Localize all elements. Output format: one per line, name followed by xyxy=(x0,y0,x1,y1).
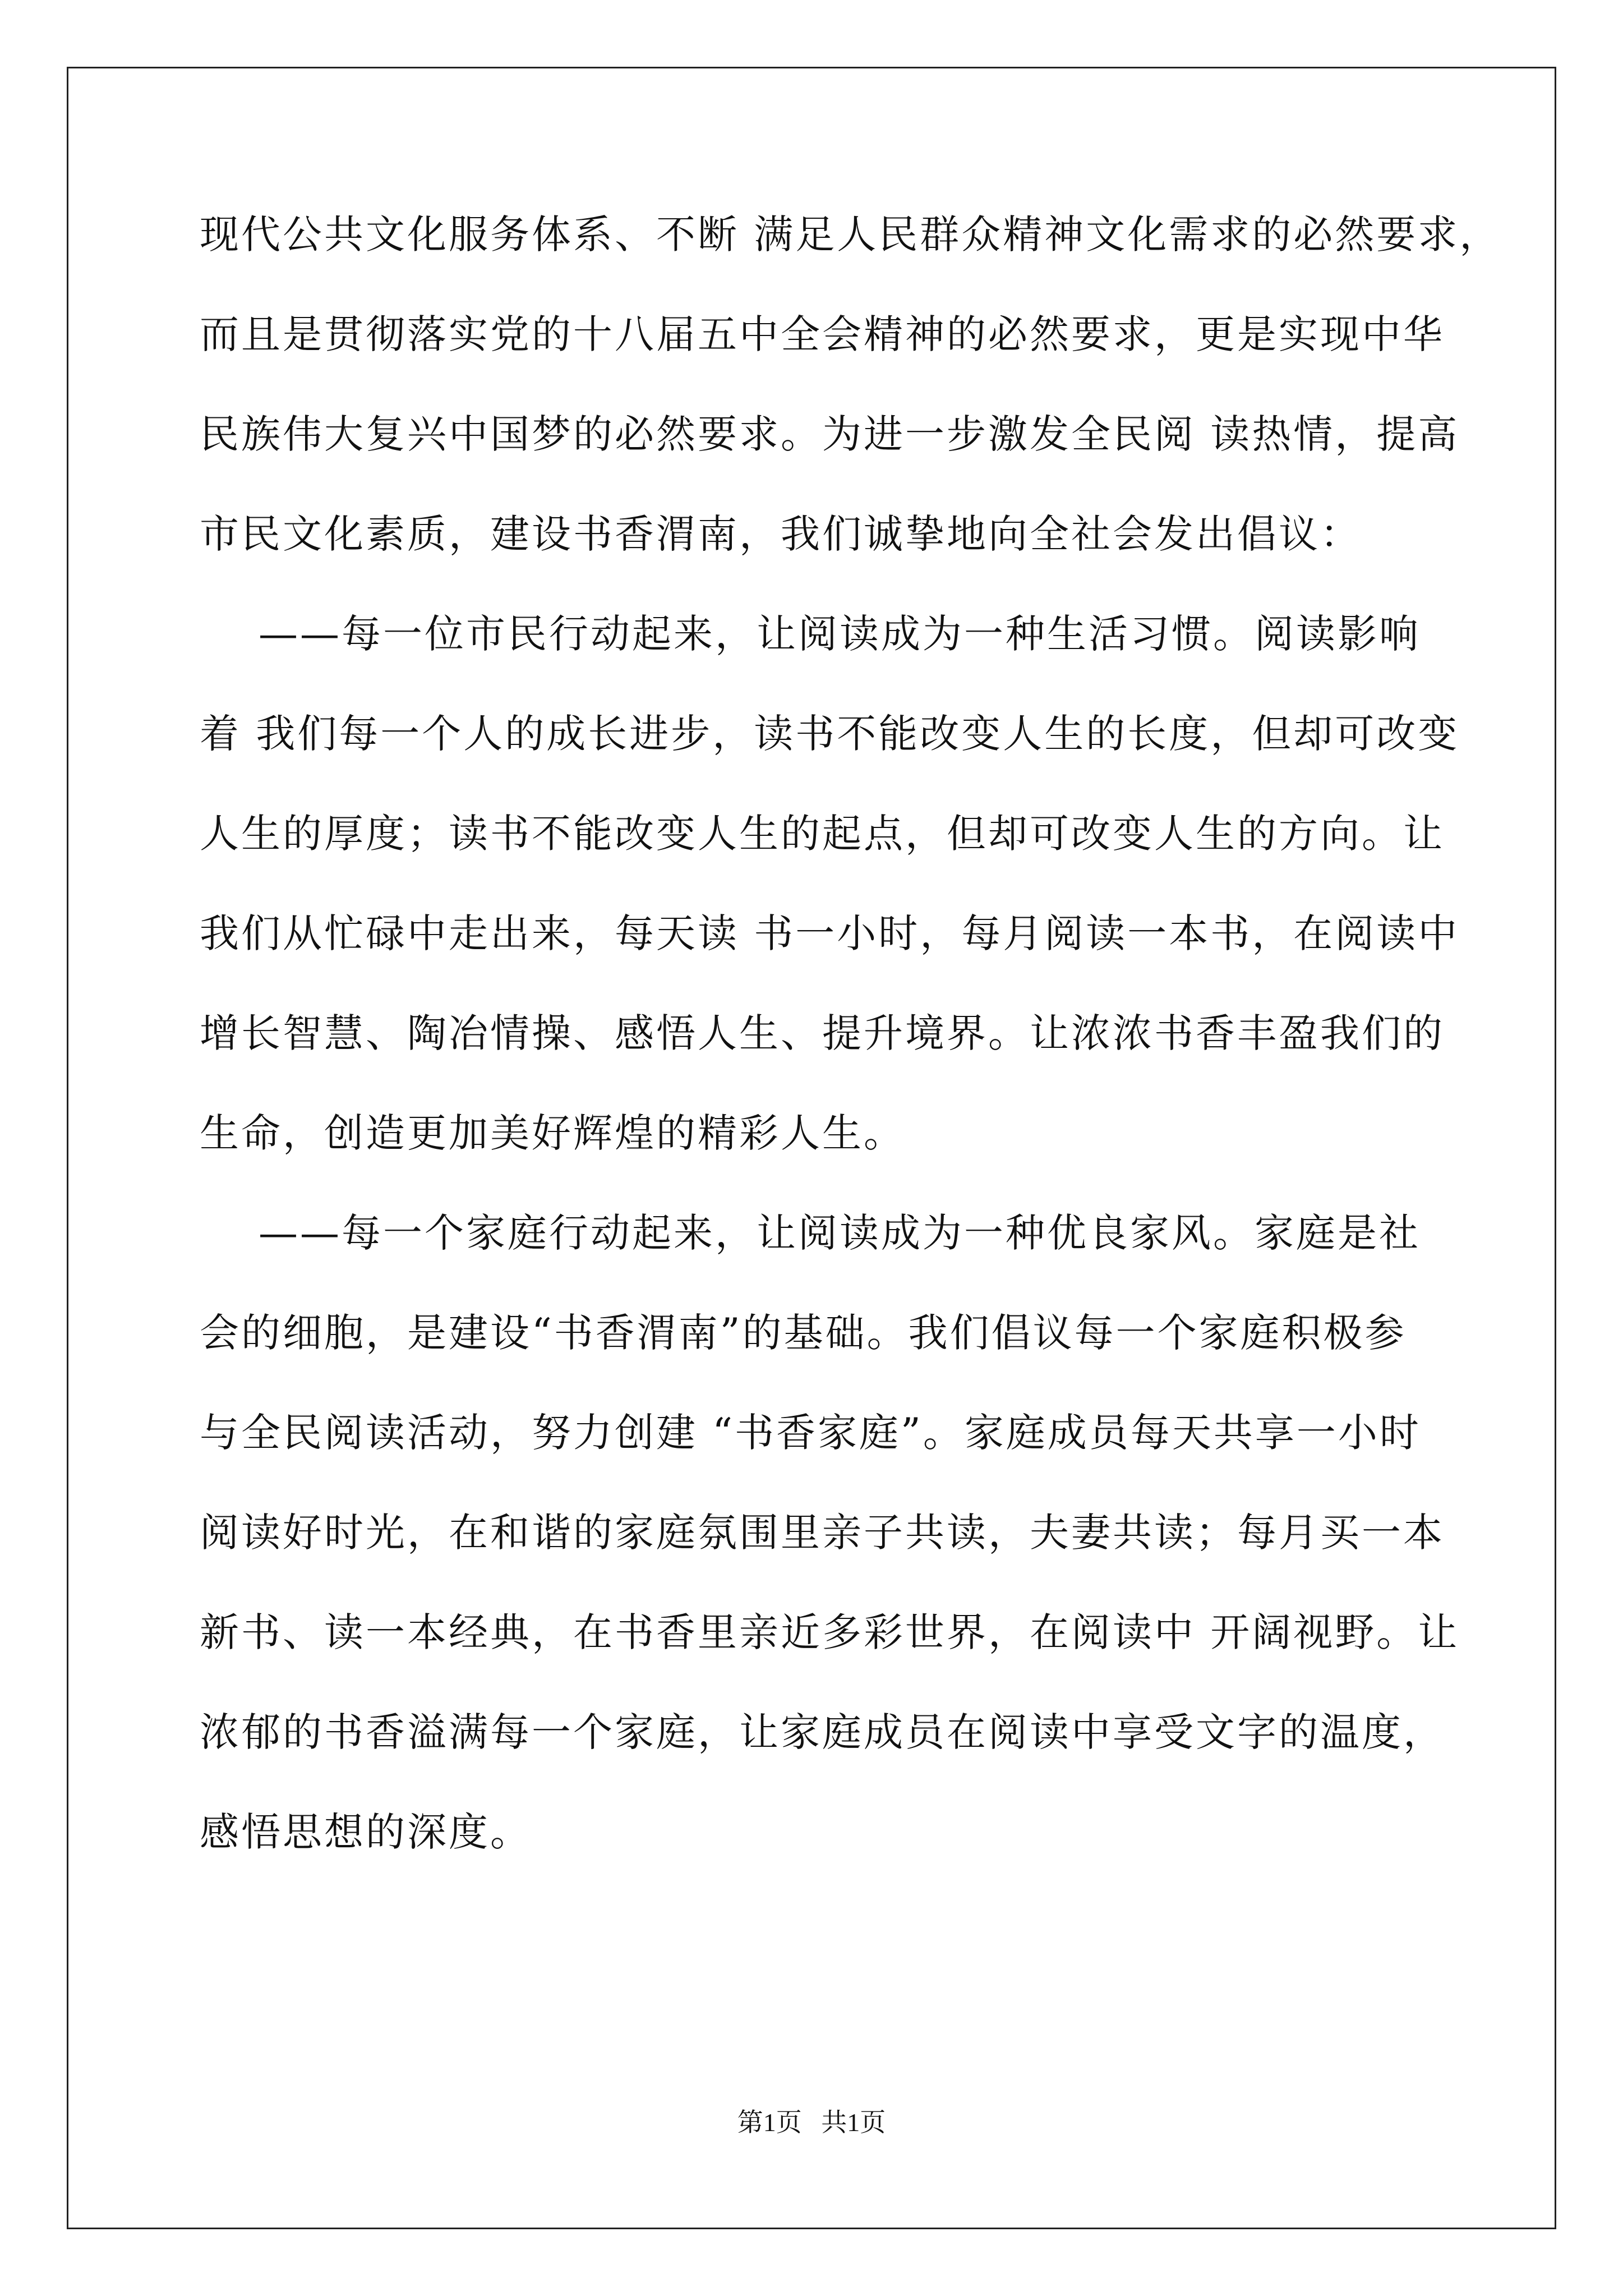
text-line: 浓郁的书香溢满每一个家庭，让家庭成员在阅读中享受文字的温度， xyxy=(200,1709,1445,1755)
text-line: 会的细胞，是建设“书香渭南”的基础。我们倡议每一个家庭积极参 xyxy=(200,1310,1407,1356)
text-line: ——每一个家庭行动起来，让阅读成为一种优良家风。家庭是社 xyxy=(200,1210,1421,1256)
text-line: 而且是贯彻落实党的十八届五中全会精神的必然要求，更是实现中华 xyxy=(200,311,1445,357)
text-line: 着 我们每一个人的成长进步，读书不能改变人生的长度，但却可改变 xyxy=(200,711,1460,757)
text-line: 新书、读一本经典，在书香里亲近多彩世界，在阅读中 开阔视野。让 xyxy=(200,1609,1460,1655)
text-line: 生命，创造更加美好辉煌的精彩人生。 xyxy=(200,1110,905,1156)
text-line: 人生的厚度；读书不能改变人生的起点，但却可改变人生的方向。让 xyxy=(200,811,1445,857)
text-line: 阅读好时光，在和谐的家庭氛围里亲子共读，夫妻共读；每月买一本 xyxy=(200,1510,1445,1556)
text-line: 感悟思想的深度。 xyxy=(200,1809,532,1855)
text-line: 民族伟大复兴中国梦的必然要求。为进一步激发全民阅 读热情，提高 xyxy=(200,411,1460,457)
text-line: 与全民阅读活动，努力创建 “书香家庭”。家庭成员每天共享一小时 xyxy=(200,1410,1421,1456)
page-number: 第1页 共1页 xyxy=(737,2108,886,2137)
text-line: 市民文化素质，建设书香渭南，我们诚挚地向全社会发出倡议： xyxy=(200,511,1362,557)
text-line: ——每一位市民行动起来，让阅读成为一种生活习惯。阅读影响 xyxy=(200,611,1421,657)
text-line: 现代公共文化服务体系、不断 满足人民群众精神文化需求的必然要求， xyxy=(200,211,1501,257)
text-line: 增长智慧、陶冶情操、感悟人生、提升境界。让浓浓书香丰盈我们的 xyxy=(200,1010,1445,1056)
document-body xyxy=(200,206,1501,1904)
text-line: 我们从忙碌中走出来，每天读 书一小时，每月阅读一本书，在阅读中 xyxy=(200,910,1460,956)
